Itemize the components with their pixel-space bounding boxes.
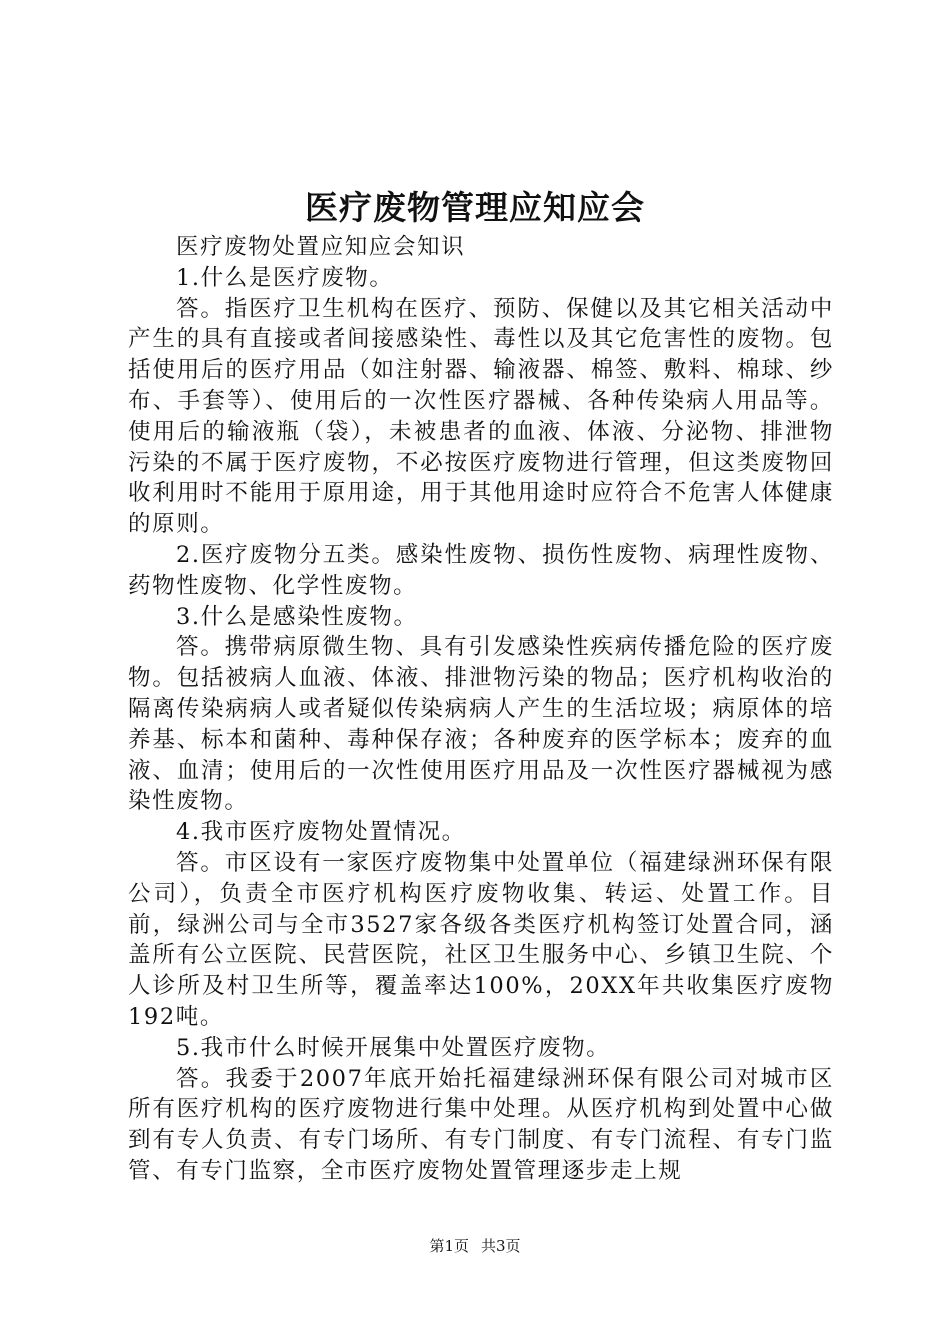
question-2: 2.医疗废物分五类。感染性废物、损伤性废物、病理性废物、药物性废物、化学性废物。 xyxy=(128,541,834,599)
document-title: 医疗废物管理应知应会 xyxy=(305,188,645,227)
question-5: 5.我市什么时候开展集中处置医疗废物。 xyxy=(176,1034,611,1061)
answer-3: 答。携带病原微生物、具有引发感染性疾病传播危险的医疗废物。包括被病人血液、体液、排泄物污染的物品；医疗机构收治的隔离传染病病人或者疑似传染病病人产生的生活垃圾；病原体的培养基、标本和菌种、毒种保存液；各种废弃的医学标本；废弃的血液、血清；使用后的一次性使用医疗用品及一次性医疗器械视为感染性废物。 xyxy=(128,634,834,815)
question-1: 1.什么是医疗废物。 xyxy=(176,264,394,291)
page-number: 第1页 xyxy=(429,1237,469,1255)
page-total: 共3页 xyxy=(481,1237,521,1255)
page-footer xyxy=(0,1236,950,1256)
question-3: 3.什么是感染性废物。 xyxy=(176,603,418,630)
answer-5: 答。我委于2007年底开始托福建绿洲环保有限公司对城市区所有医疗机构的医疗废物进行集中处理。从医疗机构到处置中心做到有专人负责、有专门场所、有专门制度、有专门流程、有专门监管、有专门监察，全市医疗废物处置管理逐步走上规 xyxy=(128,1065,834,1184)
answer-4: 答。市区设有一家医疗废物集中处置单位（福建绿洲环保有限公司），负责全市医疗机构医疗废物收集、转运、处置工作。目前，绿洲公司与全市3527家各级各类医疗机构签订处置合同，涵盖所有公立医院、民营医院，社区卫生服务中心、乡镇卫生院、个人诊所及村卫生所等，覆盖率达100%，20XX年共收集医疗废物192吨。 xyxy=(128,849,834,1030)
document-body xyxy=(128,232,834,1187)
paragraph-intro: 医疗废物处置应知应会知识 xyxy=(176,234,466,260)
question-4: 4.我市医疗废物处置情况。 xyxy=(176,819,466,846)
answer-1: 答。指医疗卫生机构在医疗、预防、保健以及其它相关活动中产生的具有直接或者间接感染性、毒性以及其它危害性的废物。包括使用后的医疗用品（如注射器、输液器、棉签、敷料、棉球、纱布、手套等）、使用后的一次性医疗器械、各种传染病人用品等。使用后的输液瓶（袋），未被患者的血液、体液、分泌物、排泄物污染的不属于医疗废物，不必按医疗废物进行管理，但这类废物回收利用时不能用于原用途，用于其他用途时应符合不危害人体健康的原则。 xyxy=(128,295,834,538)
